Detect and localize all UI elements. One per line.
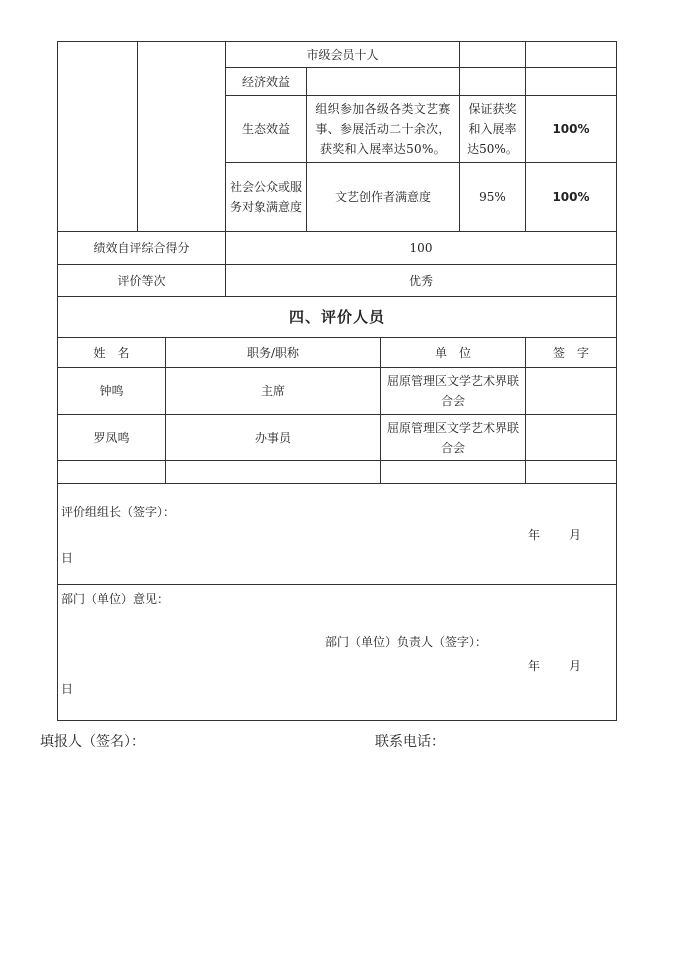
metric-indicator: 社会公众或服务对象满意度 — [230, 180, 303, 214]
grade-value: 优秀 — [408, 273, 433, 288]
filler-signature-label: 填报人（签名）： — [40, 734, 145, 750]
person-name: 钟鸣 — [99, 384, 124, 398]
metric-content: 文艺创作者满意度 — [334, 190, 431, 204]
person-position: 办事员 — [254, 430, 291, 445]
leader-day: 日 — [61, 551, 74, 565]
rule — [57, 483, 617, 484]
rule — [57, 460, 617, 461]
total-score-value: 100 — [409, 241, 433, 255]
dept-day: 日 — [61, 682, 74, 696]
header-name: 姓 名 — [93, 345, 130, 360]
dept-month: 月 — [569, 659, 582, 673]
person-unit: 屈原管理区文学艺术界联合会 — [386, 420, 519, 455]
header-unit: 单 位 — [434, 345, 471, 360]
contact-phone-label: 联系电话： — [375, 734, 445, 750]
metric-target: 保证获奖和入展率达50%。 — [467, 102, 518, 156]
rule — [57, 584, 617, 585]
dept-year: 年 — [528, 659, 541, 673]
metric-target: 95% — [479, 190, 506, 204]
grade-label: 评价等次 — [117, 273, 166, 288]
person-position: 主席 — [260, 384, 285, 398]
leader-sign-label: 评价组组长（签字）： — [61, 505, 176, 519]
leader-month: 月 — [569, 528, 582, 542]
header-position: 职务/职称 — [246, 345, 300, 360]
metric-content: 市级会员十人 — [306, 47, 379, 62]
person-signature[interactable] — [526, 415, 616, 460]
dept-opinion-label: 部门（单位）意见： — [61, 592, 170, 606]
person-unit: 屈原管理区文学艺术界联合会 — [386, 374, 519, 408]
table-border-right — [616, 41, 617, 721]
section-title: 四、评价人员 — [288, 308, 385, 326]
metric-indicator: 生态效益 — [241, 122, 290, 136]
total-score-label: 绩效自评综合得分 — [93, 241, 190, 255]
metric-indicator: 经济效益 — [241, 74, 290, 89]
metric-score: 100% — [552, 190, 590, 204]
person-name: 罗凤鸣 — [93, 430, 130, 445]
leader-year: 年 — [528, 528, 541, 542]
header-signature: 签 字 — [552, 345, 589, 360]
rule — [137, 41, 138, 231]
metric-content: 组织参加各级各类文艺赛事、参展活动二十余次，获奖和入展率达50%。 — [315, 102, 451, 156]
rule — [57, 720, 617, 721]
metric-score: 100% — [552, 122, 590, 136]
dept-head-sign-label: 部门（单位）负责人（签字）： — [325, 635, 488, 649]
person-signature[interactable] — [526, 368, 616, 414]
